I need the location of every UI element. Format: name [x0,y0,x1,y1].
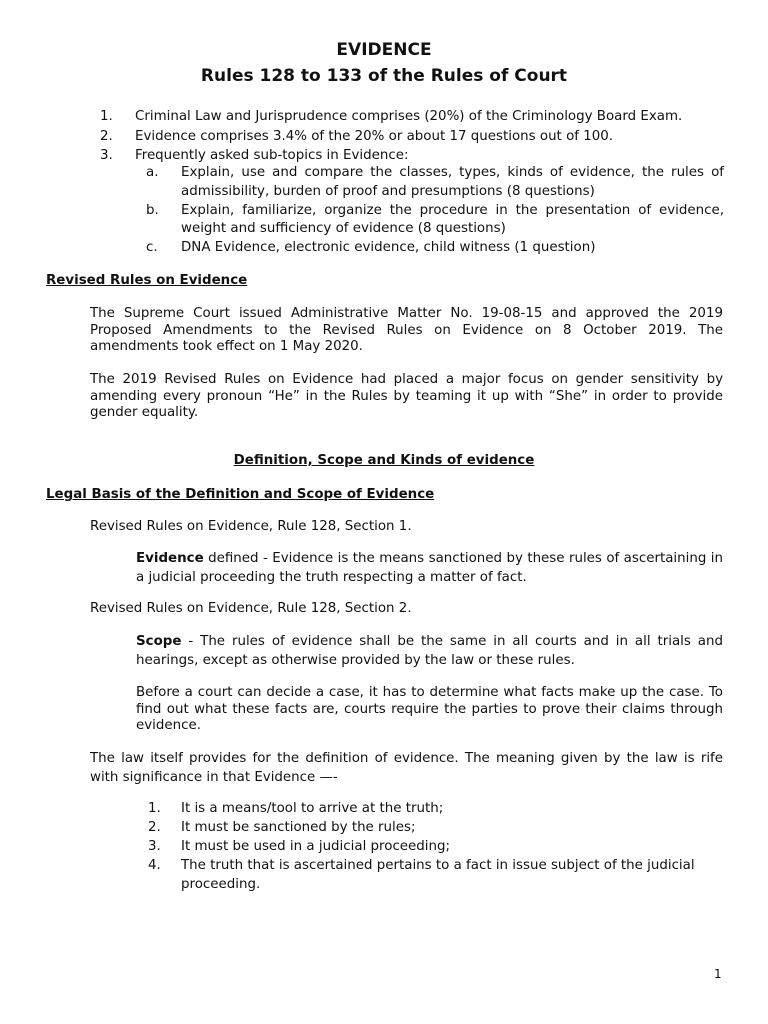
list-item [136,819,723,838]
significance-list [136,800,723,895]
list-number: 2. [148,820,161,835]
page-title: EVIDENCE [336,40,432,60]
list-text: Evidence comprises 3.4% of the 20% or about 17 questions out of 100. [135,128,614,144]
list-item [146,239,724,258]
list-letter: a. [146,165,159,180]
law-paragraph: The law itself provides for the definition of evidence. The meaning given by the law is rife with significance in that Evidence —- [90,751,723,785]
list-text: It must be used in a judicial proceeding; [181,839,451,854]
page-subtitle: Rules 128 to 133 of the Rules of Court [200,66,568,86]
list-text: It must be sanctioned by the rules; [181,820,416,835]
list-number: 4. [148,858,161,873]
subtopics-list [146,164,724,258]
list-text: Criminal Law and Jurisprudence comprises (20%) of the Criminology Board Exam. [135,109,683,124]
list-item [136,800,723,819]
section2-reference: Revised Rules on Evidence, Rule 128, Section 2. [90,601,412,616]
list-text: The truth that is ascertained pertains to a fact in issue subject of the judicial proceeding. [181,858,695,892]
list-text: It is a means/tool to arrive at the truth; [181,801,444,816]
list-number: 2. [100,128,113,144]
list-text: Explain, use and compare the classes, types, kinds of evidence, the rules of admissibility, burden of proof and presumptions (8 questions) [181,165,724,199]
revised-rules-paragraph-2: The 2019 Revised Rules on Evidence had placed a major focus on gender sensitivity by amending every pronoun “He” in the Rules by teaming it up with “She” in order to provide gender equality. [90,372,723,420]
list-item [100,147,724,166]
list-item [100,108,724,127]
scope-term: Scope [136,634,182,649]
evidence-definition-text: defined - Evidence is the means sanctioned by these rules of ascertaining in a judicial proceeding the truth respecting a matter of fact. [136,551,723,585]
list-item [146,164,724,201]
list-letter: b. [146,202,159,218]
list-number: 1. [148,801,161,816]
court-paragraph: Before a court can decide a case, it has to determine what facts make up the case. To find out what these facts are, courts require the parties to prove their claims through evidence. [136,685,723,733]
list-number: 3. [148,839,161,854]
list-item [136,857,723,894]
scope-definition [136,633,723,670]
evidence-term: Evidence [136,551,204,566]
intro-list [100,108,724,167]
definition-heading: Definition, Scope and Kinds of evidence [233,453,535,468]
list-item [100,128,724,147]
list-number: 3. [100,148,113,163]
page-number: 1 [714,967,722,981]
list-letter: c. [146,240,158,255]
revised-rules-heading: Revised Rules on Evidence [46,273,248,288]
list-text: Explain, familiarize, organize the procedure in the presentation of evidence, weight and sufficiency of evidence (8 questions) [181,202,724,236]
list-number: 1. [100,109,113,124]
scope-definition-text: - The rules of evidence shall be the same in all courts and in all trials and hearings, except as otherwise provided by the law or these rules. [136,634,723,668]
list-item [136,838,723,857]
revised-rules-paragraph-1: The Supreme Court issued Administrative Matter No. 19-08-15 and approved the 2019 Proposed Amendments to the Revised Rules on Evidence on 8 October 2019. The amendments took effect on 1 May 2020. [90,306,723,354]
evidence-definition [136,550,723,587]
list-item [146,202,724,239]
list-text: Frequently asked sub-topics in Evidence: [135,148,409,163]
section1-reference: Revised Rules on Evidence, Rule 128, Section 1. [90,519,412,534]
list-text: DNA Evidence, electronic evidence, child witness (1 question) [181,240,596,255]
legal-basis-heading: Legal Basis of the Definition and Scope of Evidence [46,487,435,502]
